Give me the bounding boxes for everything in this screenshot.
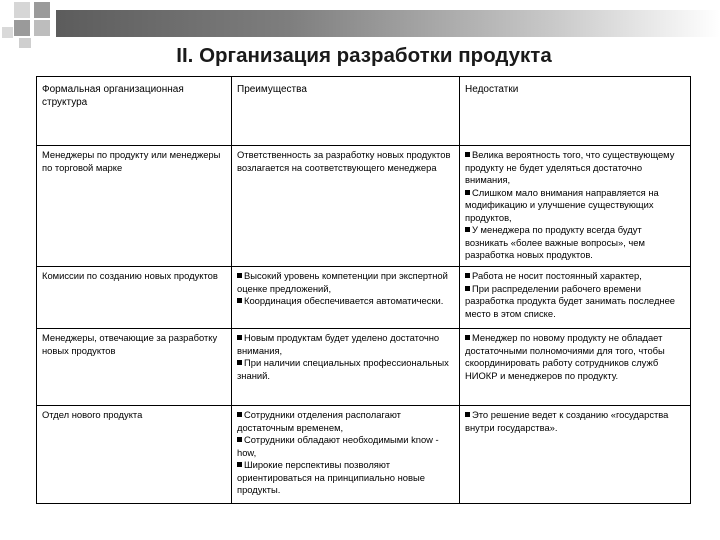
structure-cell: Менеджеры по продукту или менеджеры по торговой марке [37, 146, 232, 267]
disadvantage-text: Работа не носит постоянный характер, [472, 270, 642, 281]
disadvantage-item [465, 283, 685, 321]
disadvantage-item [465, 224, 685, 262]
structure-cell: Комиссии по созданию новых продуктов [37, 267, 232, 329]
disadvantages-cell [460, 329, 691, 406]
advantage-text: Координация обеспечивается автоматически. [244, 295, 444, 306]
deco-square [14, 20, 30, 36]
deco-square [34, 20, 50, 36]
advantage-item [237, 409, 454, 434]
advantage-item [237, 149, 454, 174]
disadvantage-item [465, 270, 685, 283]
advantage-item [237, 270, 454, 295]
deco-square [14, 2, 30, 18]
advantage-text: Сотрудники отделения располагают достаточным временем, [237, 409, 401, 433]
advantage-item [237, 357, 454, 382]
square-bullet-icon [465, 227, 470, 232]
slide-title: II. Организация разработки продукта [176, 44, 552, 67]
disadvantage-item [465, 149, 685, 187]
deco-square [2, 27, 13, 38]
square-bullet-icon [465, 152, 470, 157]
column-header-advantages: Преимущества [232, 77, 460, 146]
table-row [37, 267, 691, 329]
square-bullet-icon [465, 335, 470, 340]
square-bullet-icon [465, 190, 470, 195]
disadvantage-text: Это решение ведет к созданию «государства внутри государства». [465, 409, 669, 433]
advantage-text: Сотрудники обладают необходимыми know -how, [237, 434, 439, 458]
square-bullet-icon [465, 273, 470, 278]
structure-cell: Менеджеры, отвечающие за разработку новых продуктов [37, 329, 232, 406]
column-header-structure: Формальная организационная структура [37, 77, 232, 146]
square-bullet-icon [237, 437, 242, 442]
advantage-text: Ответственность за разработку новых продуктов возлагается на соответствующего менеджера [237, 149, 451, 173]
advantage-text: Широкие перспективы позволяют ориентироваться на принципиально новые продукты. [237, 459, 425, 495]
square-bullet-icon [465, 412, 470, 417]
advantage-text: Высокий уровень компетенции при экспертной оценке предложений, [237, 270, 448, 294]
disadvantage-text: Менеджер по новому продукту не обладает достаточными полномочиями для того, чтобы скоординировать работу сотрудников служб НИОКР и менеджеров по продукту. [465, 332, 665, 381]
disadvantages-cell [460, 406, 691, 504]
square-bullet-icon [237, 335, 242, 340]
advantage-item [237, 332, 454, 357]
disadvantage-item [465, 409, 685, 434]
advantage-item [237, 295, 454, 308]
table-row [37, 146, 691, 267]
column-header-disadvantages: Недостатки [460, 77, 691, 146]
square-bullet-icon [465, 286, 470, 291]
table-header-row [37, 77, 691, 146]
advantage-text: При наличии специальных профессиональных знаний. [237, 357, 449, 381]
disadvantages-cell [460, 146, 691, 267]
disadvantage-text: Велика вероятность того, что существующему продукту не будет уделяться достаточно внимания, [465, 149, 675, 185]
header-gradient-bar [56, 10, 720, 37]
square-bullet-icon [237, 360, 242, 365]
square-bullet-icon [237, 462, 242, 467]
table-row [37, 406, 691, 504]
square-bullet-icon [237, 273, 242, 278]
disadvantage-item [465, 187, 685, 225]
square-bullet-icon [237, 412, 242, 417]
structure-cell: Отдел нового продукта [37, 406, 232, 504]
disadvantage-text: У менеджера по продукту всегда будут возникать «более важные вопросы», чем разработка новых продуктов. [465, 224, 645, 260]
disadvantage-item [465, 332, 685, 382]
advantages-cell [232, 406, 460, 504]
square-bullet-icon [237, 298, 242, 303]
deco-square [34, 2, 50, 18]
structure-table [36, 76, 691, 504]
advantages-cell [232, 146, 460, 267]
table-row [37, 329, 691, 406]
header-decoration [0, 0, 720, 48]
advantage-text: Новым продуктам будет уделено достаточно внимания, [237, 332, 440, 356]
disadvantages-cell [460, 267, 691, 329]
advantage-item [237, 434, 454, 459]
disadvantage-text: При распределении рабочего времени разработка продукта будет занимать последнее место в этом списке. [465, 282, 676, 319]
advantage-item [237, 459, 454, 497]
advantages-cell [232, 329, 460, 406]
advantages-cell [232, 267, 460, 329]
disadvantage-text: Слишком мало внимания направляется на модификацию и улучшение существующих продуктов, [465, 186, 659, 223]
